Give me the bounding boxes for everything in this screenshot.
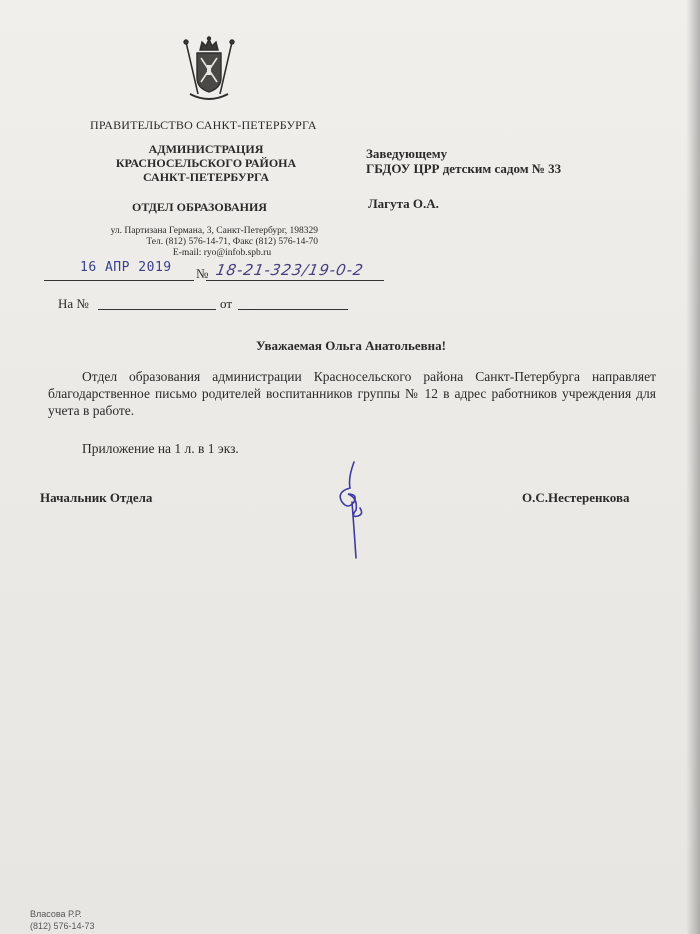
admin-line-3: САНКТ-ПЕТЕРБУРГА (142, 170, 270, 184)
signatory-title: Начальник Отдела (40, 490, 153, 505)
recipient-title (366, 146, 561, 176)
email: E-mail: ryo@infob.spb.ru (172, 248, 272, 258)
recipient-line-1: Заведующему (366, 146, 448, 161)
address: ул. Партизана Германа, 3, Санкт-Петербург, 198329 (110, 226, 318, 236)
registration-number: 18-21-323/19-0-2 (214, 261, 366, 279)
number-sign: № (196, 266, 209, 281)
address-block (86, 226, 318, 259)
signatory-name: О.С.Нестеренкова (522, 490, 630, 505)
executor-block (30, 908, 95, 932)
admin-line-1: АДМИНИСТРАЦИЯ (148, 142, 264, 156)
reference-number-label: На № (58, 296, 89, 311)
greeting-text: Уважаемая Ольга Анатольевна! (255, 338, 447, 353)
attachment-note: Приложение на 1 л. в 1 экз. (82, 441, 239, 456)
government-title: ПРАВИТЕЛЬСТВО САНКТ-ПЕТЕРБУРГА (90, 118, 317, 132)
date-underline (44, 280, 194, 281)
coat-of-arms-icon (178, 36, 240, 106)
reference-date-underline (238, 309, 348, 310)
phone-fax: Тел. (812) 576-14-71, Факс (812) 576-14-70 (146, 237, 318, 247)
number-underline (206, 280, 384, 281)
recipient-name: Лагута О.А. (368, 196, 439, 211)
greeting (0, 338, 700, 354)
date-stamp: 16 АПР 2019 (80, 260, 172, 275)
administration-title (106, 142, 306, 184)
page-edge-shadow (686, 0, 700, 934)
recipient-line-2: ГБДОУ ЦРР детским садом № 33 (366, 161, 562, 176)
handwritten-signature (328, 458, 376, 560)
letter-body: Отдел образования администрации Красносельского района Санкт-Петербурга направляет благодарственное письмо родителей воспитанников группы № 12 в адрес работников учреждения для учета в работе. (48, 369, 656, 418)
admin-line-2: КРАСНОСЕЛЬСКОГО РАЙОНА (115, 156, 297, 170)
executor-phone: (812) 576-14-73 (30, 921, 95, 931)
reference-number-underline (98, 309, 216, 310)
reference-date-label: от (220, 296, 233, 311)
executor-name: Власова Р.Р. (30, 909, 82, 919)
department-title: ОТДЕЛ ОБРАЗОВАНИЯ (132, 200, 267, 214)
